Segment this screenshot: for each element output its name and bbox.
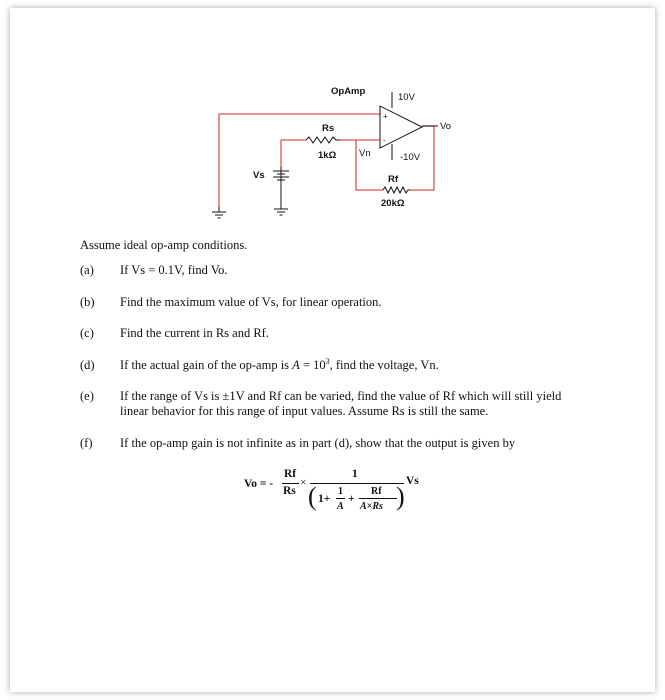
fraction-bar-4 (359, 498, 397, 499)
question-label: (d) (80, 358, 95, 372)
question-label: (a) (80, 263, 94, 277)
vo-label: Vo (440, 121, 452, 132)
formula-lhs: Vo = - (244, 478, 274, 490)
output-formula (244, 466, 434, 526)
question-text: If Vs = 0.1V, find Vo. (120, 263, 228, 277)
formula-one-small: 1 (338, 486, 343, 497)
opamp-label: OpAmp (331, 86, 366, 97)
plus-sign: + (383, 112, 388, 121)
question-text: If the op-amp gain is not infinite as in part (d), show that the output is given by (120, 436, 516, 450)
formula-axrs: A×Rs (360, 501, 383, 512)
vs-label: Vs (253, 170, 265, 181)
formula-plus: + (348, 493, 355, 505)
formula-rf: Rf (284, 468, 297, 480)
question-label: (e) (80, 389, 94, 403)
rf-resistor (383, 187, 410, 193)
question-text: If the range of Vs is ±1V and Rf can be varied, find the value of Rf which will still yield linear behavior for this range of input values. Assume Rs is still the same. (120, 389, 562, 418)
minus-sign: - (383, 136, 386, 145)
formula-rf2: Rf (371, 486, 382, 497)
formula-denom-lead: 1+ (318, 493, 331, 505)
question-label: (f) (80, 436, 93, 450)
opamp-circuit-diagram (0, 0, 665, 240)
formula-vs: Vs (406, 475, 419, 487)
paren-left: ( (308, 482, 317, 511)
supply-pos-label: 10V (398, 92, 415, 103)
rf-value: 20kΩ (381, 198, 405, 209)
rs-resistor (306, 137, 340, 143)
ground-symbol-left (212, 207, 226, 218)
intro-text: Assume ideal op-amp conditions. (80, 238, 248, 252)
question-text: Find the maximum value of Vs, for linear operation. (120, 295, 382, 309)
input-wire-noninverting (219, 114, 380, 116)
rf-label: Rf (388, 174, 399, 185)
supply-neg-label: -10V (400, 152, 421, 163)
question-label: (b) (80, 295, 95, 309)
formula-rs: Rs (283, 485, 296, 497)
question-text: Find the current in Rs and Rf. (120, 326, 269, 340)
fraction-bar-3 (336, 498, 345, 499)
ground-symbol-right (274, 209, 288, 215)
question-label: (c) (80, 326, 94, 340)
formula-a: A (337, 501, 344, 512)
vn-label: Vn (359, 148, 371, 159)
rs-label: Rs (322, 123, 335, 134)
question-text: If the actual gain of the op-amp is $A = 10^3$, find the voltage, Vn. (120, 356, 439, 372)
fraction-bar-1 (282, 483, 299, 484)
fraction-bar-2 (310, 483, 404, 484)
formula-times: × (300, 477, 307, 489)
paren-right: ) (396, 482, 405, 511)
rs-value: 1kΩ (318, 150, 337, 161)
formula-one: 1 (352, 468, 358, 480)
